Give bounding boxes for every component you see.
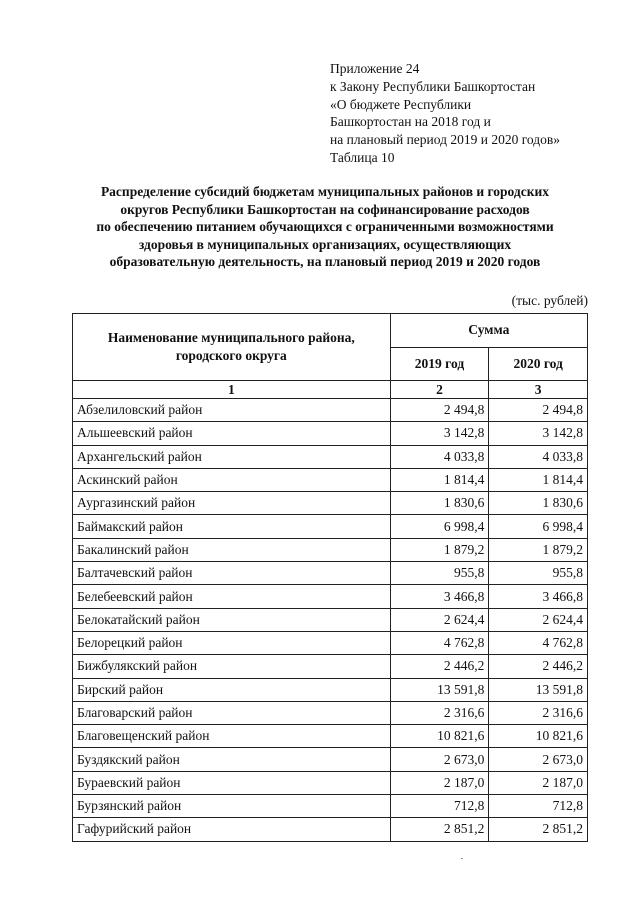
- table-row: [73, 771, 588, 794]
- district-name-cell: Гафурийский район: [73, 818, 391, 841]
- district-name-cell: Благовещенский район: [73, 725, 391, 748]
- amount-2019-cell: 2 851,2: [390, 818, 489, 841]
- appendix-line: на плановый период 2019 и 2020 годов»: [330, 132, 561, 148]
- amount-2020-cell: 10 821,6: [489, 725, 588, 748]
- district-name-cell: Буздякский район: [73, 748, 391, 771]
- amount-2019-cell: 10 821,6: [390, 725, 489, 748]
- amount-2020-cell: 1 879,2: [489, 538, 588, 561]
- header-year-2020: 2020 год: [489, 347, 588, 381]
- amount-2020-cell: 2 446,2: [489, 655, 588, 678]
- amount-2020-cell: 6 998,4: [489, 515, 588, 538]
- column-index: 1: [73, 381, 391, 399]
- appendix-line: «О бюджете Республики: [330, 96, 472, 112]
- amount-2020-cell: 1 830,6: [489, 492, 588, 515]
- header-year-2019: 2019 год: [390, 347, 489, 381]
- subsidy-table: [72, 313, 588, 842]
- table-row: [73, 748, 588, 771]
- amount-2019-cell: 13 591,8: [390, 678, 489, 701]
- district-name-cell: Баймакский район: [73, 515, 391, 538]
- district-name-cell: Бакалинский район: [73, 538, 391, 561]
- table-row: [73, 445, 588, 468]
- amount-2019-cell: 2 446,2: [390, 655, 489, 678]
- district-name-cell: Архангельский район: [73, 445, 391, 468]
- column-index: 3: [489, 381, 588, 399]
- document-title: [60, 183, 590, 271]
- amount-2019-cell: 2 187,0: [390, 771, 489, 794]
- table-row: [73, 701, 588, 724]
- amount-2019-cell: 1 814,4: [390, 468, 489, 491]
- district-name-cell: Аургазинский район: [73, 492, 391, 515]
- scan-speck: [461, 858, 463, 859]
- table-row: [73, 399, 588, 422]
- district-name-cell: Альшеевский район: [73, 422, 391, 445]
- title-line: Распределение субсидий бюджетам муниципальных районов и городских: [100, 184, 550, 199]
- district-name-cell: Белебеевский район: [73, 585, 391, 608]
- district-name-cell: Бураевский район: [73, 771, 391, 794]
- amount-2019-cell: 1 879,2: [390, 538, 489, 561]
- amount-2020-cell: 2 316,6: [489, 701, 588, 724]
- amount-2020-cell: 712,8: [489, 795, 588, 818]
- column-index-row: [73, 381, 588, 399]
- table-row: [73, 631, 588, 654]
- table-row: [73, 585, 588, 608]
- table-row: [73, 818, 588, 841]
- table-row: [73, 538, 588, 561]
- appendix-line: к Закону Республики Башкортостан: [330, 78, 536, 94]
- header-sum: Сумма: [390, 314, 587, 348]
- column-index: 2: [390, 381, 489, 399]
- amount-2020-cell: 2 624,4: [489, 608, 588, 631]
- amount-2019-cell: 2 316,6: [390, 701, 489, 724]
- table-row: [73, 515, 588, 538]
- amount-2020-cell: 1 814,4: [489, 468, 588, 491]
- district-name-cell: Аскинский район: [73, 468, 391, 491]
- table-row: [73, 422, 588, 445]
- amount-2020-cell: 955,8: [489, 562, 588, 585]
- amount-2019-cell: 3 466,8: [390, 585, 489, 608]
- table-body: [73, 381, 588, 842]
- table-row: [73, 562, 588, 585]
- title-line: здоровья в муниципальных организациях, осуществляющих: [138, 236, 512, 252]
- district-name-cell: Бурзянский район: [73, 795, 391, 818]
- table-row: [73, 678, 588, 701]
- appendix-line: Приложение 24: [330, 61, 420, 76]
- district-name-cell: Абзелиловский район: [73, 399, 391, 422]
- district-name-cell: Бижбулякский район: [73, 655, 391, 678]
- amount-2020-cell: 13 591,8: [489, 678, 588, 701]
- amount-2019-cell: 955,8: [390, 562, 489, 585]
- units-label: (тыс. рублей): [511, 293, 588, 308]
- table-row: [73, 655, 588, 678]
- amount-2020-cell: 2 187,0: [489, 771, 588, 794]
- district-name-cell: Балтачевский район: [73, 562, 391, 585]
- district-name-cell: Белорецкий район: [73, 631, 391, 654]
- appendix-line: Башкортостан на 2018 год и: [330, 114, 491, 130]
- amount-2019-cell: 4 033,8: [390, 445, 489, 468]
- amount-2019-cell: 2 624,4: [390, 608, 489, 631]
- title-line: округов Республики Башкортостан на софинансирование расходов: [120, 201, 530, 217]
- appendix-block: [330, 60, 560, 167]
- table-row: [73, 492, 588, 515]
- amount-2020-cell: 3 466,8: [489, 585, 588, 608]
- amount-2019-cell: 6 998,4: [390, 515, 489, 538]
- header-district-name: Наименование муниципального района, городского округа: [73, 314, 391, 381]
- table-row: [73, 795, 588, 818]
- amount-2019-cell: 2 494,8: [390, 399, 489, 422]
- amount-2019-cell: 4 762,8: [390, 631, 489, 654]
- table-row: [73, 725, 588, 748]
- district-name-cell: Благоварский район: [73, 701, 391, 724]
- amount-2020-cell: 3 142,8: [489, 422, 588, 445]
- amount-2019-cell: 3 142,8: [390, 422, 489, 445]
- amount-2020-cell: 2 494,8: [489, 399, 588, 422]
- table-row: [73, 468, 588, 491]
- table-row: [73, 608, 588, 631]
- title-line: по обеспечению питанием обучающихся с ограниченными возможностями: [96, 219, 554, 234]
- amount-2020-cell: 2 673,0: [489, 748, 588, 771]
- amount-2020-cell: 2 851,2: [489, 818, 588, 841]
- amount-2019-cell: 2 673,0: [390, 748, 489, 771]
- title-line: образовательную деятельность, на плановый период 2019 и 2020 годов: [109, 254, 541, 269]
- district-name-cell: Белокатайский район: [73, 608, 391, 631]
- district-name-cell: Бирский район: [73, 678, 391, 701]
- amount-2019-cell: 1 830,6: [390, 492, 489, 515]
- amount-2020-cell: 4 762,8: [489, 631, 588, 654]
- amount-2019-cell: 712,8: [390, 795, 489, 818]
- appendix-line: Таблица 10: [330, 149, 395, 165]
- amount-2020-cell: 4 033,8: [489, 445, 588, 468]
